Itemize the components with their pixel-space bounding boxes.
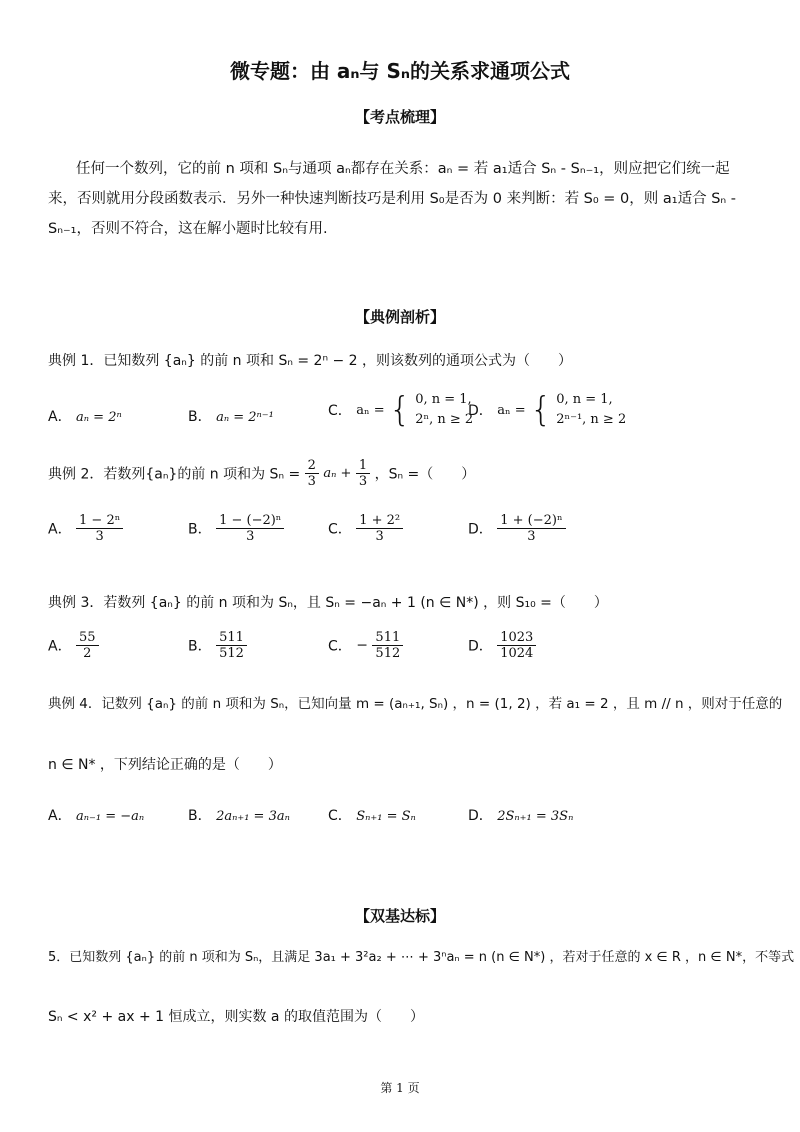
- problem-3-option-c[interactable]: [328, 630, 403, 661]
- brace-icon: {: [530, 390, 552, 430]
- problem-1-option-a[interactable]: [48, 406, 122, 426]
- option-label: C．: [328, 808, 352, 824]
- option-label: D．: [468, 638, 493, 655]
- piecewise-lhs: aₙ =: [497, 402, 526, 418]
- denominator: 3: [375, 529, 384, 544]
- option-label: A．: [48, 521, 72, 538]
- option-label: D．: [468, 808, 493, 824]
- fraction: [356, 458, 370, 489]
- problem-3-stem: 典例 3．若数列 {aₙ} 的前 n 项和为 Sₙ，且 Sₙ = −aₙ + 1 (n ∈ N*) ，则 S₁₀ =（ ）: [48, 595, 608, 611]
- option-label: A．: [48, 409, 72, 425]
- numerator: 2: [305, 458, 319, 474]
- denominator: 2: [83, 646, 92, 661]
- fraction: [497, 513, 565, 544]
- numerator: 511: [216, 630, 247, 646]
- option-label: C．: [328, 403, 352, 419]
- minus-sign: −: [356, 637, 368, 654]
- numerator: 1 − 2ⁿ: [76, 513, 123, 529]
- problem-3-option-a[interactable]: [48, 630, 99, 661]
- piece-line-2: 2ⁿ, n ≥ 2: [415, 412, 474, 427]
- option-math: 2Sₙ₊₁ = 3Sₙ: [497, 809, 574, 824]
- problem-2-option-b[interactable]: [188, 513, 284, 544]
- fraction: [305, 458, 319, 489]
- stem-math: aₙ +: [323, 466, 352, 481]
- option-math: aₙ = 2ⁿ⁻¹: [216, 410, 274, 425]
- option-label: A．: [48, 808, 72, 824]
- problem-2-stem: [48, 458, 475, 489]
- problem-3-option-b[interactable]: [188, 630, 247, 661]
- fraction: [216, 513, 284, 544]
- numerator: 55: [76, 630, 99, 646]
- denominator: 3: [307, 474, 316, 489]
- piece-line-1: 0, n = 1,: [415, 392, 472, 407]
- numerator: 1 + 2²: [356, 513, 403, 529]
- option-label: C．: [328, 638, 352, 655]
- problem-5-stem-line-1: 5．已知数列 {aₙ} 的前 n 项和为 Sₙ，且满足 3a₁ + 3²a₂ + ⋯ + 3ⁿaₙ = n (n ∈ N*) ，若对于任意的 x ∈ R ，n ∈ N*，不等式: [48, 950, 795, 965]
- denominator: 512: [219, 646, 244, 661]
- brace-icon: {: [389, 390, 411, 430]
- problem-2-option-d[interactable]: [468, 513, 566, 544]
- denominator: 3: [527, 529, 536, 544]
- option-label: A．: [48, 638, 72, 655]
- option-math: 2aₙ₊₁ = 3aₙ: [216, 809, 290, 824]
- problem-5-stem-line-2: Sₙ < x² + ax + 1 恒成立，则实数 a 的取值范围为（ ）: [48, 1009, 424, 1025]
- option-math: aₙ₋₁ = −aₙ: [76, 809, 145, 824]
- fraction: [76, 630, 99, 661]
- numerator: 1: [356, 458, 370, 474]
- option-math: aₙ = 2ⁿ: [76, 410, 122, 425]
- option-label: B．: [188, 521, 212, 538]
- problem-1-option-d[interactable]: [468, 390, 626, 430]
- problem-3-option-d[interactable]: [468, 630, 536, 661]
- problem-2-option-c[interactable]: [328, 513, 403, 544]
- fraction: [497, 630, 536, 661]
- section-heading-dianli: 【典例剖析】: [354, 308, 445, 326]
- option-label: B．: [188, 638, 212, 655]
- intro-paragraph: 任何一个数列，它的前 n 项和 Sₙ与通项 aₙ都存在关系：aₙ = 若 a₁适合 Sₙ - Sₙ₋₁，则应把它们统一起来，否则就用分段函数表示．另外一种快速判断技巧是利用 S₀是否为 0 来判断：若 S₀ = 0，则 a₁适合 Sₙ - Sₙ₋₁，否则不符合，这在解小题时比较有用.: [48, 161, 737, 237]
- problem-4-stem-line-1: 典例 4．记数列 {aₙ} 的前 n 项和为 Sₙ，已知向量 m = (aₙ₊₁, Sₙ) ，n = (1, 2) ，若 a₁ = 2 ，且 m // n ，则对于任意的: [48, 696, 783, 712]
- section-heading-kaodian: 【考点梳理】: [354, 108, 445, 126]
- fraction: [216, 630, 247, 661]
- piece-line-1: 0, n = 1,: [556, 392, 613, 407]
- option-label: B．: [188, 409, 212, 425]
- option-label: C．: [328, 521, 352, 538]
- stem-text: ，Sₙ =（ ）: [374, 466, 476, 483]
- denominator: 3: [95, 529, 104, 544]
- page-title: 微专题：由 aₙ与 Sₙ的关系求通项公式: [229, 59, 571, 83]
- denominator: 3: [246, 529, 255, 544]
- problem-1-option-c[interactable]: [328, 390, 473, 430]
- section-heading-shuangji: 【双基达标】: [354, 907, 445, 925]
- option-label: D．: [468, 521, 493, 538]
- denominator: 3: [358, 474, 368, 489]
- denominator: 512: [375, 646, 401, 661]
- page-footer: 第 1 页: [380, 1081, 420, 1095]
- numerator: 511: [372, 630, 403, 646]
- numerator: 1 − (−2)ⁿ: [216, 513, 284, 529]
- numerator: 1023: [497, 630, 536, 646]
- problem-1-stem: 典例 1．已知数列 {aₙ} 的前 n 项和 Sₙ = 2ⁿ − 2 ，则该数列的通项公式为（ ）: [48, 353, 573, 369]
- problem-4-option-d[interactable]: [468, 805, 573, 825]
- problem-4-option-a[interactable]: [48, 805, 144, 825]
- problem-2-option-a[interactable]: [48, 513, 123, 544]
- stem-text: 典例 2．若数列{aₙ}的前 n 项和为 Sₙ =: [48, 466, 301, 483]
- fraction: [356, 513, 403, 544]
- numerator: 1 + (−2)ⁿ: [497, 513, 565, 529]
- fraction: [372, 630, 403, 661]
- problem-4-option-b[interactable]: [188, 805, 290, 825]
- denominator: 1024: [500, 646, 534, 661]
- option-math: Sₙ₊₁ = Sₙ: [356, 809, 416, 824]
- option-label: B．: [188, 808, 212, 824]
- problem-4-stem-line-2: n ∈ N* ，下列结论正确的是（ ）: [48, 757, 282, 773]
- fraction: [76, 513, 123, 544]
- problem-4-option-c[interactable]: [328, 805, 416, 825]
- piecewise-lhs: aₙ =: [356, 402, 385, 418]
- option-label: D．: [468, 403, 493, 419]
- problem-1-option-b[interactable]: [188, 406, 274, 426]
- piece-line-2: 2ⁿ⁻¹, n ≥ 2: [556, 412, 627, 427]
